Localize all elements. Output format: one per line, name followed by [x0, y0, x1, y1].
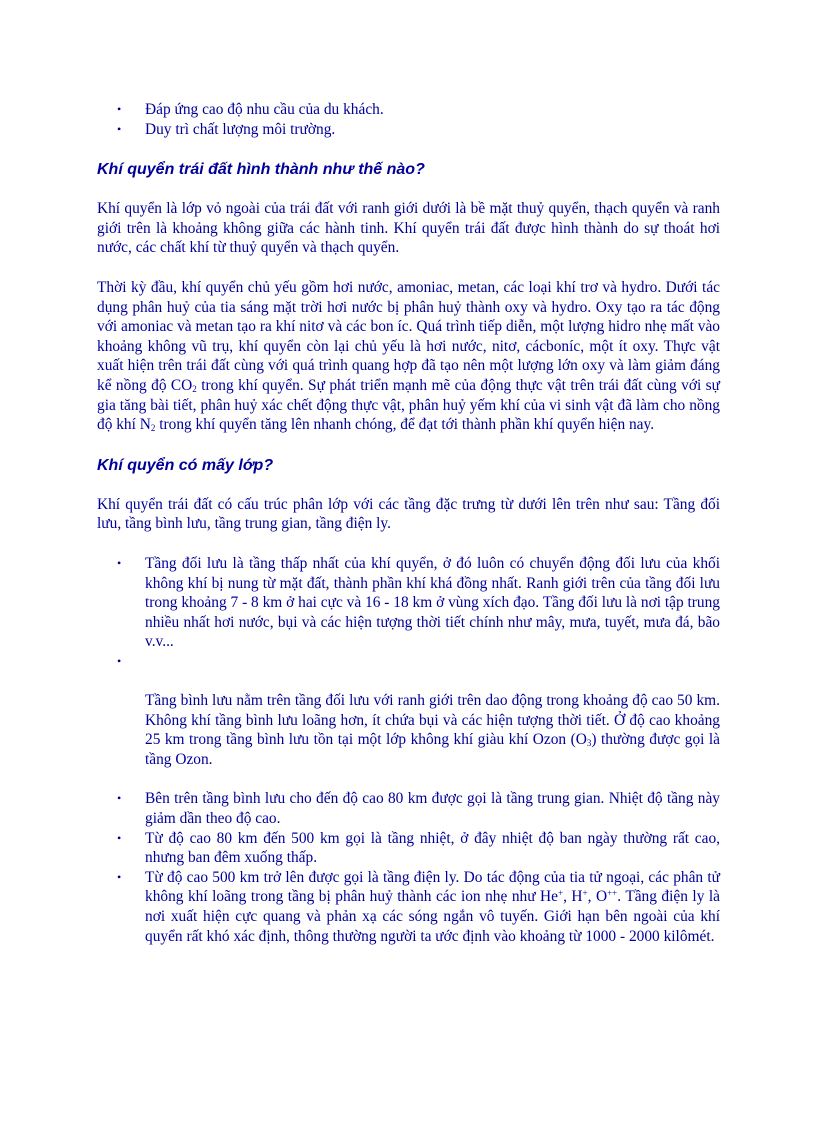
bullet-icon: •	[117, 830, 122, 845]
list-item: • Bên trên tầng bình lưu cho đến độ cao 80 km được gọi là tầng trung gian. Nhiệt độ tầng này giảm dần theo độ cao.	[117, 790, 720, 828]
section-heading-formation: Khí quyển trái đất hình thành như thế nào?	[97, 161, 425, 179]
intro-bullet-list	[97, 100, 720, 139]
list-item: • Đáp ứng cao độ nhu cầu của du khách.	[117, 101, 384, 118]
bullet-icon: •	[117, 791, 122, 806]
list-item: • Duy trì chất lượng môi trường.	[117, 120, 336, 138]
bullet-icon: •	[117, 102, 122, 116]
paragraph: Khí quyển trái đất có cấu trúc phân lớp với các tầng đặc trưng từ dưới lên trên như sau: Tầng đối lưu, tầng bình lưu, tầng trung gian, tầng điện ly.	[97, 495, 720, 533]
bullet-icon: •	[117, 121, 122, 136]
paragraph: Thời kỳ đầu, khí quyển chủ yếu gồm hơi nước, amoniac, metan, các loại khí trơ và hydro. Dưới tác dụng phân huỷ của tia sáng mặt trời hơi nước bị phân huỷ thành oxy và hydro. Oxy tạo ra tác động với amoniac và metan tạo ra khí nitơ và các bon íc. Quá trình tiếp diễn, một lượng hidro nhẹ mất vào khoảng không vũ trụ, khí quyển còn lại chủ yếu là hơi nước, nitơ, cácboníc, một ít oxy. Thực vật xuất hiện trên trái đất cùng với quá trình quang hợp đã tạo nên một lượng lớn oxy và làm giảm đáng kể nồng độ $CO_2$ trong khí quyển. Sự phát triển mạnh mẽ của động thực vật trên trái đất cùng với sự gia tăng bài tiết, phân huỷ xác chết động thực vật, phân huỷ yếm khí của vi sinh vật đã làm cho nồng độ khí $N_2$ trong khí quyển tăng lên nhanh chóng, để đạt tới thành phần khí quyển hiện nay.	[97, 278, 720, 434]
paragraph: Khí quyển là lớp vỏ ngoài của trái đất với ranh giới dưới là bề mặt thuỷ quyển, thạch quyển và ranh giới trên là khoảng không giữa các hành tinh. Khí quyển trái đất được hình thành do sự thoát hơi nước, các chất khí từ thuỷ quyển và thạch quyển.	[97, 200, 720, 257]
document-page	[97, 100, 720, 946]
list-item: • Từ độ cao 500 km trở lên được gọi là tầng điện ly. Do tác động của tia tử ngoại, các phân tử không khí loãng trong tầng bị phân huỷ thành các ion nhẹ như He+, H+, O++. Tầng điện ly là nơi xuất hiện cực quang và phản xạ các sóng ngắn vô tuyến. Giới hạn bên ngoài của khí quyển rất khó xác định, thông thường người ta ước định vào khoảng từ 1000 - 2000 kilômét.	[117, 868, 721, 945]
bullet-icon: •	[117, 869, 122, 884]
list-item: • Tầng đối lưu là tầng thấp nhất của khí quyển, ở đó luôn có chuyển động đối lưu của khối không khí bị nung từ mặt đất, thành phần khí khá đồng nhất. Ranh giới trên của tầng đối lưu trong khoảng 7 - 8 km ở hai cực và 16 - 18 km ở vùng xích đạo. Tầng đối lưu là nơi tập trung nhiều nhất hơi nước, bụi và các hiện tượng thời tiết chính như mây, mưa, tuyết, mưa đá, bão v.v...	[117, 554, 720, 651]
section-heading-layers: Khí quyển có mấy lớp?	[97, 456, 274, 474]
layers-bullet-list	[97, 554, 720, 770]
bullet-icon: •	[117, 555, 122, 570]
layers-bullet-list-continued	[97, 789, 720, 946]
list-item: • Tầng bình lưu nằm trên tầng đối lưu với ranh giới trên dao động trong khoảng độ cao 50 km. Không khí tầng bình lưu loãng hơn, ít chứa bụi và các hiện tượng thời tiết. Ở độ cao khoảng 25 km trong tầng bình lưu tồn tại một lớp không khí giàu khí Ozon $(O_3)$ thường được gọi là tầng Ozon.	[117, 653, 720, 768]
list-item: • Từ độ cao 80 km đến 500 km gọi là tầng nhiệt, ở đây nhiệt độ ban ngày thường rất cao, nhưng ban đêm xuống thấp.	[117, 829, 720, 867]
bullet-icon: •	[117, 653, 122, 668]
